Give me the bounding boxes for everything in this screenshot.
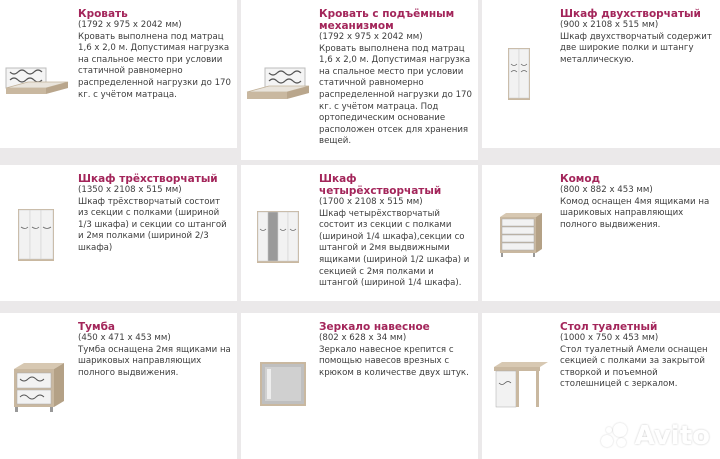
- product-dimensions: (450 х 471 х 453 мм): [78, 333, 171, 343]
- product-dimensions: (800 х 882 х 453 мм): [560, 185, 653, 195]
- product-card-mirror[interactable]: [241, 313, 478, 459]
- wardrobe-3-door-icon: [4, 205, 70, 265]
- product-description: Кровать выполнена под матрац 1,6 х 2,0 м. Допустимая нагрузка на спальное место при условии статичной равномерно распределенной нагрузки до 170 кг. с учётом матраца. Под ортопедическим основание расположен отсек для хранения вещей.: [319, 43, 472, 147]
- product-title[interactable]: Стол туалетный: [560, 321, 658, 333]
- product-title[interactable]: Шкаф трёхстворчатый: [78, 173, 218, 185]
- product-title[interactable]: Шкаф четырёхстворчатый: [319, 173, 442, 197]
- product-card-lift-bed[interactable]: [241, 0, 478, 160]
- product-title[interactable]: Тумба: [78, 321, 116, 333]
- avito-watermark: [601, 421, 710, 451]
- wardrobe-2-door-icon: [486, 44, 552, 104]
- product-description: Кровать выполнена под матрац 1,6 х 2,0 м. Допустимая нагрузка на спальное место при условии статичной равномерно распределенной нагрузки до 170 кг. с учётом матраца.: [78, 31, 231, 100]
- product-card-nightstand[interactable]: [0, 313, 237, 459]
- product-card-dresser[interactable]: [482, 165, 720, 301]
- product-description: Стол туалетный Амели оснащен секцией с полками за закрытой створкой и поъемной столешницей с зеркалом.: [560, 344, 708, 390]
- product-dimensions: (1700 х 2108 х 515 мм): [319, 197, 423, 207]
- product-dimensions: (802 х 628 х 34 мм): [319, 333, 407, 343]
- product-dimensions: (900 х 2108 х 515 мм): [560, 20, 659, 30]
- product-title[interactable]: Зеркало навесное: [319, 321, 430, 333]
- product-description: Шкаф четырёхстворчатый состоит из секции с полками (шириной 1/4 шкафа),секции со штангой и 2мя выдвижными ящиками (шириной 1/2 шкафа) и секцией с 2мя полками и штангой (шириной 1/4 шкафа).: [319, 208, 470, 289]
- lift-bed-icon: [245, 64, 311, 104]
- product-dimensions: (1350 х 2108 х 515 мм): [78, 185, 182, 195]
- nightstand-icon: [4, 359, 70, 415]
- product-card-wardrobe-2[interactable]: [482, 0, 720, 148]
- product-dimensions: (1792 х 975 х 2042 мм): [319, 32, 423, 42]
- dresser-icon: [486, 209, 552, 259]
- mirror-icon: [245, 359, 311, 409]
- bed-icon: [4, 60, 70, 100]
- product-title[interactable]: Шкаф двухстворчатый: [560, 8, 701, 20]
- avito-logo-icon: [601, 423, 631, 449]
- vanity-table-icon: [486, 357, 552, 413]
- product-card-vanity-table[interactable]: [482, 313, 720, 459]
- product-title[interactable]: Кровать: [78, 8, 128, 20]
- product-card-wardrobe-3[interactable]: [0, 165, 237, 301]
- product-description: Шкаф двухстворчатый содержит две широкие полки и штангу металлическую.: [560, 31, 712, 65]
- product-description: Комод оснащен 4мя ящиками на шариковых направляющих полного выдвижения.: [560, 196, 710, 230]
- product-description: Зеркало навесное крепится с помощью навесов врезных с крюком в количестве двух штук.: [319, 344, 469, 378]
- product-title[interactable]: Комод: [560, 173, 601, 185]
- product-title[interactable]: Кровать с подъёмным механизмом: [319, 8, 455, 32]
- product-dimensions: (1000 х 750 х 453 мм): [560, 333, 659, 343]
- product-card-bed[interactable]: [0, 0, 237, 148]
- product-description: Тумба оснащена 2мя ящиками на шариковых направляющих полного выдвижения.: [78, 344, 231, 378]
- avito-wordmark: Avito: [634, 421, 710, 451]
- product-description: Шкаф трёхстворчатый состоит из секции с полками (шириной 1/3 шкафа) и секции со штангой и 2мя полками (шириной 2/3 шкафа): [78, 196, 227, 253]
- product-dimensions: (1792 х 975 х 2042 мм): [78, 20, 182, 30]
- product-card-wardrobe-4[interactable]: [241, 165, 478, 301]
- wardrobe-4-door-icon: [245, 207, 311, 267]
